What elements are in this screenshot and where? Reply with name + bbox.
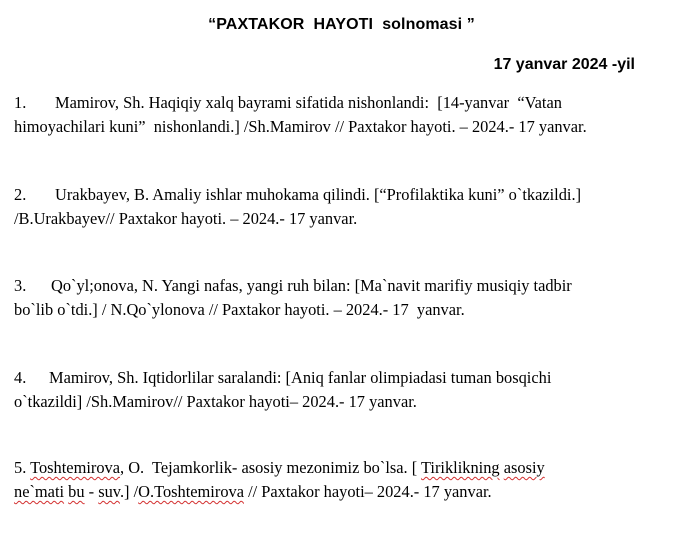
bibliography-entry-2 xyxy=(14,183,674,231)
bibliography-entry-5 xyxy=(14,456,674,504)
bibliography-entry-3 xyxy=(14,274,674,322)
entry-number: 2. xyxy=(14,185,27,204)
entry-text: .] / xyxy=(119,482,139,501)
entry-line xyxy=(14,91,674,115)
entry-number: 5. xyxy=(14,458,27,477)
bibliography-entry-1 xyxy=(14,91,674,139)
entry-text: Qo`yl;onova, N. Yangi nafas, yangi ruh bilan: [Ma`navit marifiy musiqiy tadbir xyxy=(51,276,572,295)
entry-text: /B.Urakbayev// Paxtakor hayoti. – 2024.- 17 yanvar. xyxy=(14,209,358,228)
entry-number: 3. xyxy=(14,276,27,295)
bibliography-entry-4 xyxy=(14,366,674,414)
spellcheck-word: asosiy xyxy=(503,458,545,477)
spellcheck-word: Tiriklikning xyxy=(420,458,500,477)
entry-text: , O. Tejamkorlik- asosiy mezonimiz bo`lsa. [ xyxy=(120,458,421,477)
entry-line xyxy=(14,366,674,390)
spellcheck-word: bu xyxy=(68,482,85,501)
entry-line xyxy=(14,456,674,480)
spellcheck-word: O.Toshtemirova xyxy=(138,482,244,501)
document-title: “PAXTAKOR HAYOTI solnomasi ” xyxy=(208,16,475,33)
entry-line xyxy=(14,183,674,207)
entry-text: Mamirov, Sh. Haqiqiy xalq bayrami sifatida nishonlandi: [14-yanvar “Vatan xyxy=(55,93,562,112)
document-date: 17 yanvar 2024 -yil xyxy=(493,56,635,73)
entry-number: 4. xyxy=(14,368,27,387)
spellcheck-word: ne`mati xyxy=(14,482,65,501)
entry-line xyxy=(14,480,674,504)
entry-text: Urakbayev, B. Amaliy ishlar muhokama qilindi. [“Profilaktika kuni” o`tkazildi.] xyxy=(55,185,582,204)
entry-text: himoyachilari kuni” nishonlandi.] /Sh.Mamirov // Paxtakor hayoti. – 2024.- 17 yanvar. xyxy=(14,117,587,136)
entry-line xyxy=(14,274,674,298)
entry-text: // Paxtakor hayoti– 2024.- 17 yanvar. xyxy=(243,482,492,501)
entry-text: - xyxy=(84,482,99,501)
spellcheck-word: suv xyxy=(98,482,120,501)
entry-text: Mamirov, Sh. Iqtidorlilar saralandi: [Aniq fanlar olimpiadasi tuman bosqichi xyxy=(49,368,552,387)
entry-text: o`tkazildi] /Sh.Mamirov// Paxtakor hayoti– 2024.- 17 yanvar. xyxy=(14,392,417,411)
entry-number: 1. xyxy=(14,93,27,112)
entry-text: bo`lib o`tdi.] / N.Qo`ylonova // Paxtakor hayoti. – 2024.- 17 yanvar. xyxy=(14,300,465,319)
spellcheck-word: Toshtemirova xyxy=(30,458,121,477)
